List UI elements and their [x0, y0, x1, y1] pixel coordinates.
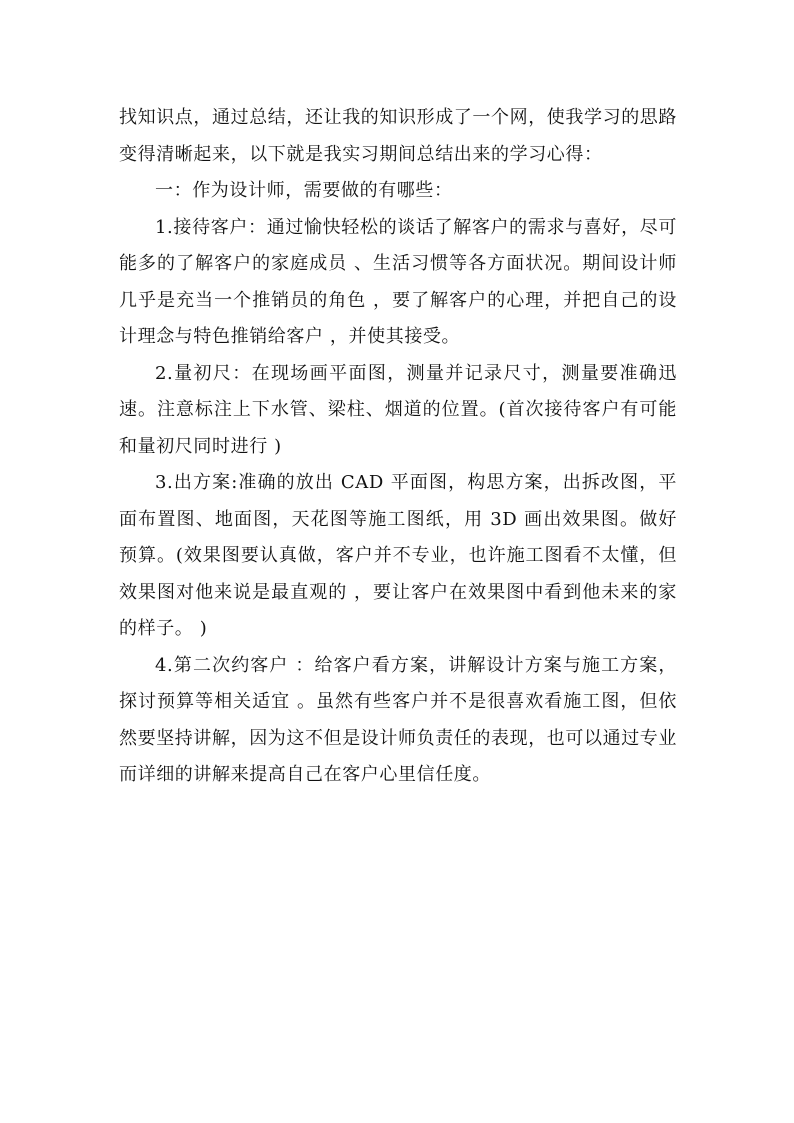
paragraph-item-2: 2.量初尺：在现场画平面图，测量并记录尺寸，测量要准确迅速。注意标注上下水管、梁柱、烟道的位置。(首次接待客户有可能和量初尺同时进行 ) [119, 362, 677, 457]
paragraph-section-heading: 一：作为设计师，需要做的有哪些： [155, 180, 453, 201]
paragraph-item-3: 3.出方案:准确的放出 CAD 平面图，构思方案，出拆改图，平面布置图、地面图，天花图等施工图纸，用 3D 画出效果图。做好预算。(效果图要认真做，客户并不专业，也许施工图看不太懂，但效果图对他来说是最直观的 ，要让客户在效果图中看到他未来的家的样子。 ) [119, 472, 677, 639]
paragraph-continuation: 找知识点，通过总结，还让我的知识形成了一个网，使我学习的思路变得清晰起来，以下就是我实习期间总结出来的学习心得： [119, 107, 677, 165]
paragraph-item-4: 4.第二次约客户 ：给客户看方案，讲解设计方案与施工方案，探讨预算等相关适宜 。虽然有些客户并不是很喜欢看施工图，但依然要坚持讲解，因为这不但是设计师负责任的表现，也可以通过专业而详细的讲解来提高自己在客户心里信任度。 [119, 654, 677, 785]
document-body [119, 100, 677, 794]
paragraph-item-1: 1.接待客户：通过愉快轻松的谈话了解客户的需求与喜好，尽可能多的了解客户的家庭成员 、生活习惯等各方面状况。期间设计师几乎是充当一个推销员的角色 ，要了解客户的心理，并把自己的设计理念与特色推销给客户 ，并使其接受。 [119, 216, 677, 347]
